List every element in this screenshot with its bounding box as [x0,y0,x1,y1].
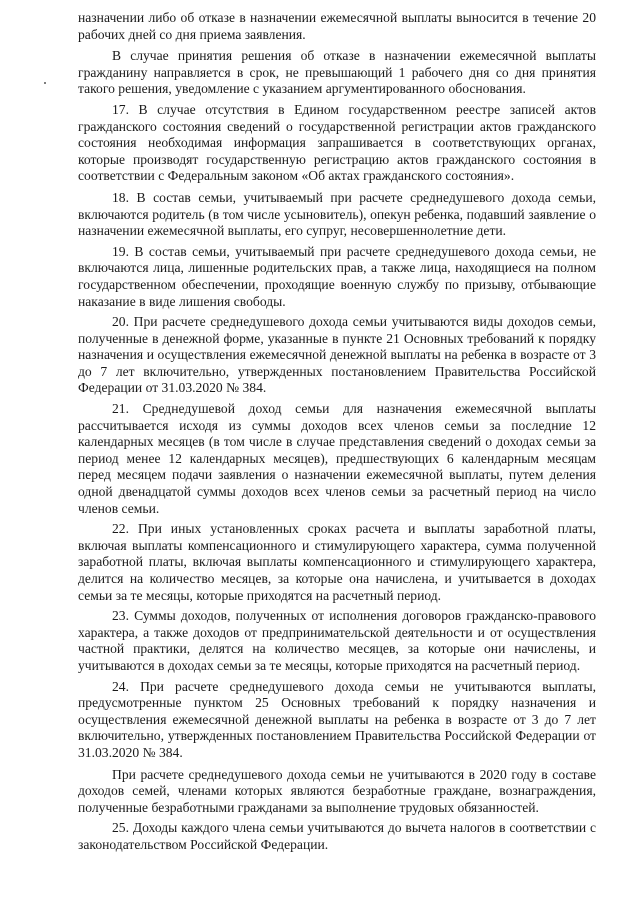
paragraph-17: 17. В случае отсутствия в Едином государственном реестре записей актов гражданского состояния сведений о государственной регистрации актов гражданского состояния необходимая информация запрашивается в соответствующих органах, которые производят государственную регистрацию актов гражданского состояния в соответствии с Федеральным законом «Об актах гражданского состояния». [78,101,596,184]
paragraph-continuation: назначении либо об отказе в назначении ежемесячной выплаты выносится в течение 20 рабочих дней со дня приема заявления. [78,10,596,42]
paragraph-21: 21. Среднедушевой доход семьи для назначения ежемесячной выплаты рассчитывается исходя из суммы доходов всех членов семьи за последние 12 календарных месяцев (в том числе в случае представления сведений о доходах семьи за период менее 12 календарных месяцев), предшествующих 6 календарным месяцам перед месяцем подачи заявления о назначении ежемесячной выплаты, путем деления одной двенадцатой суммы доходов всех членов семьи за расчетный период на число членов семьи. [78,401,596,516]
scan-speck [44,82,46,84]
paragraph-22: 22. При иных установленных сроках расчета и выплаты заработной платы, включая выплаты компенсационного и стимулирующего характера, сумма полученной заработной платы, включая выплаты компенсационного и стимулирующего характера, делится на количество месяцев, за которые она начислена, и учитывается в доходах семьи за те месяцы, которые приходятся на расчетный период. [78,521,596,603]
paragraph-23: 23. Суммы доходов, полученных от исполнения договоров гражданско-правового характера, а также доходов от предпринимательской деятельности и от осуществления частной практики, делятся на количество месяцев, за которые они начислены, и учитываются в доходах семьи за те месяцы, которые приходятся на расчетный период. [78,608,596,673]
paragraph-refusal-notice: В случае принятия решения об отказе в назначении ежемесячной выплаты гражданину направляется в срок, не превышающий 1 рабочего дня со дня принятия такого решения, уведомление с указанием аргументированного обоснования. [78,48,596,97]
paragraph-25: 25. Доходы каждого члена семьи учитываются до вычета налогов в соответствии с законодательством Российской Федерации. [78,820,596,852]
paragraph-20: 20. При расчете среднедушевого дохода семьи учитываются виды доходов семьи, полученные в денежной форме, указанные в пункте 21 Основных требований к порядку назначения и осуществления ежемесячной денежной выплаты на ребенка в возрасте от 3 до 7 лет включительно, утвержденных постановлением Правительства Российской Федерации от 31.03.2020 № 384. [78,314,596,396]
paragraph-2020-exclusion: При расчете среднедушевого дохода семьи не учитываются в 2020 году в составе доходов семей, членами которых являются безработные граждане, вознаграждения, полученные безработными гражданами за выполнение трудовых обязанностей. [78,766,596,815]
document-page [78,10,596,854]
paragraph-24: 24. При расчете среднедушевого дохода семьи не учитываются выплаты, предусмотренные пунктом 25 Основных требований к порядку назначения и осуществления ежемесячной денежной выплаты на ребенка в возрасте от 3 до 7 лет включительно, утвержденных постановлением Правительства Российской Федерации от 31.03.2020 № 384. [78,678,596,760]
paragraph-18: 18. В состав семьи, учитываемый при расчете среднедушевого дохода семьи, включаются родитель (в том числе усыновитель), опекун ребенка, подавший заявление о назначении ежемесячной выплаты, его супруг, несовершеннолетние дети. [78,189,596,239]
paragraph-19: 19. В состав семьи, учитываемый при расчете среднедушевого дохода семьи, не включаются лица, лишенные родительских прав, а также лица, находящиеся на полном государственном обеспечении, проходящие военную службу по призыву, отбывающие наказание в виде лишения свободы. [78,243,596,309]
